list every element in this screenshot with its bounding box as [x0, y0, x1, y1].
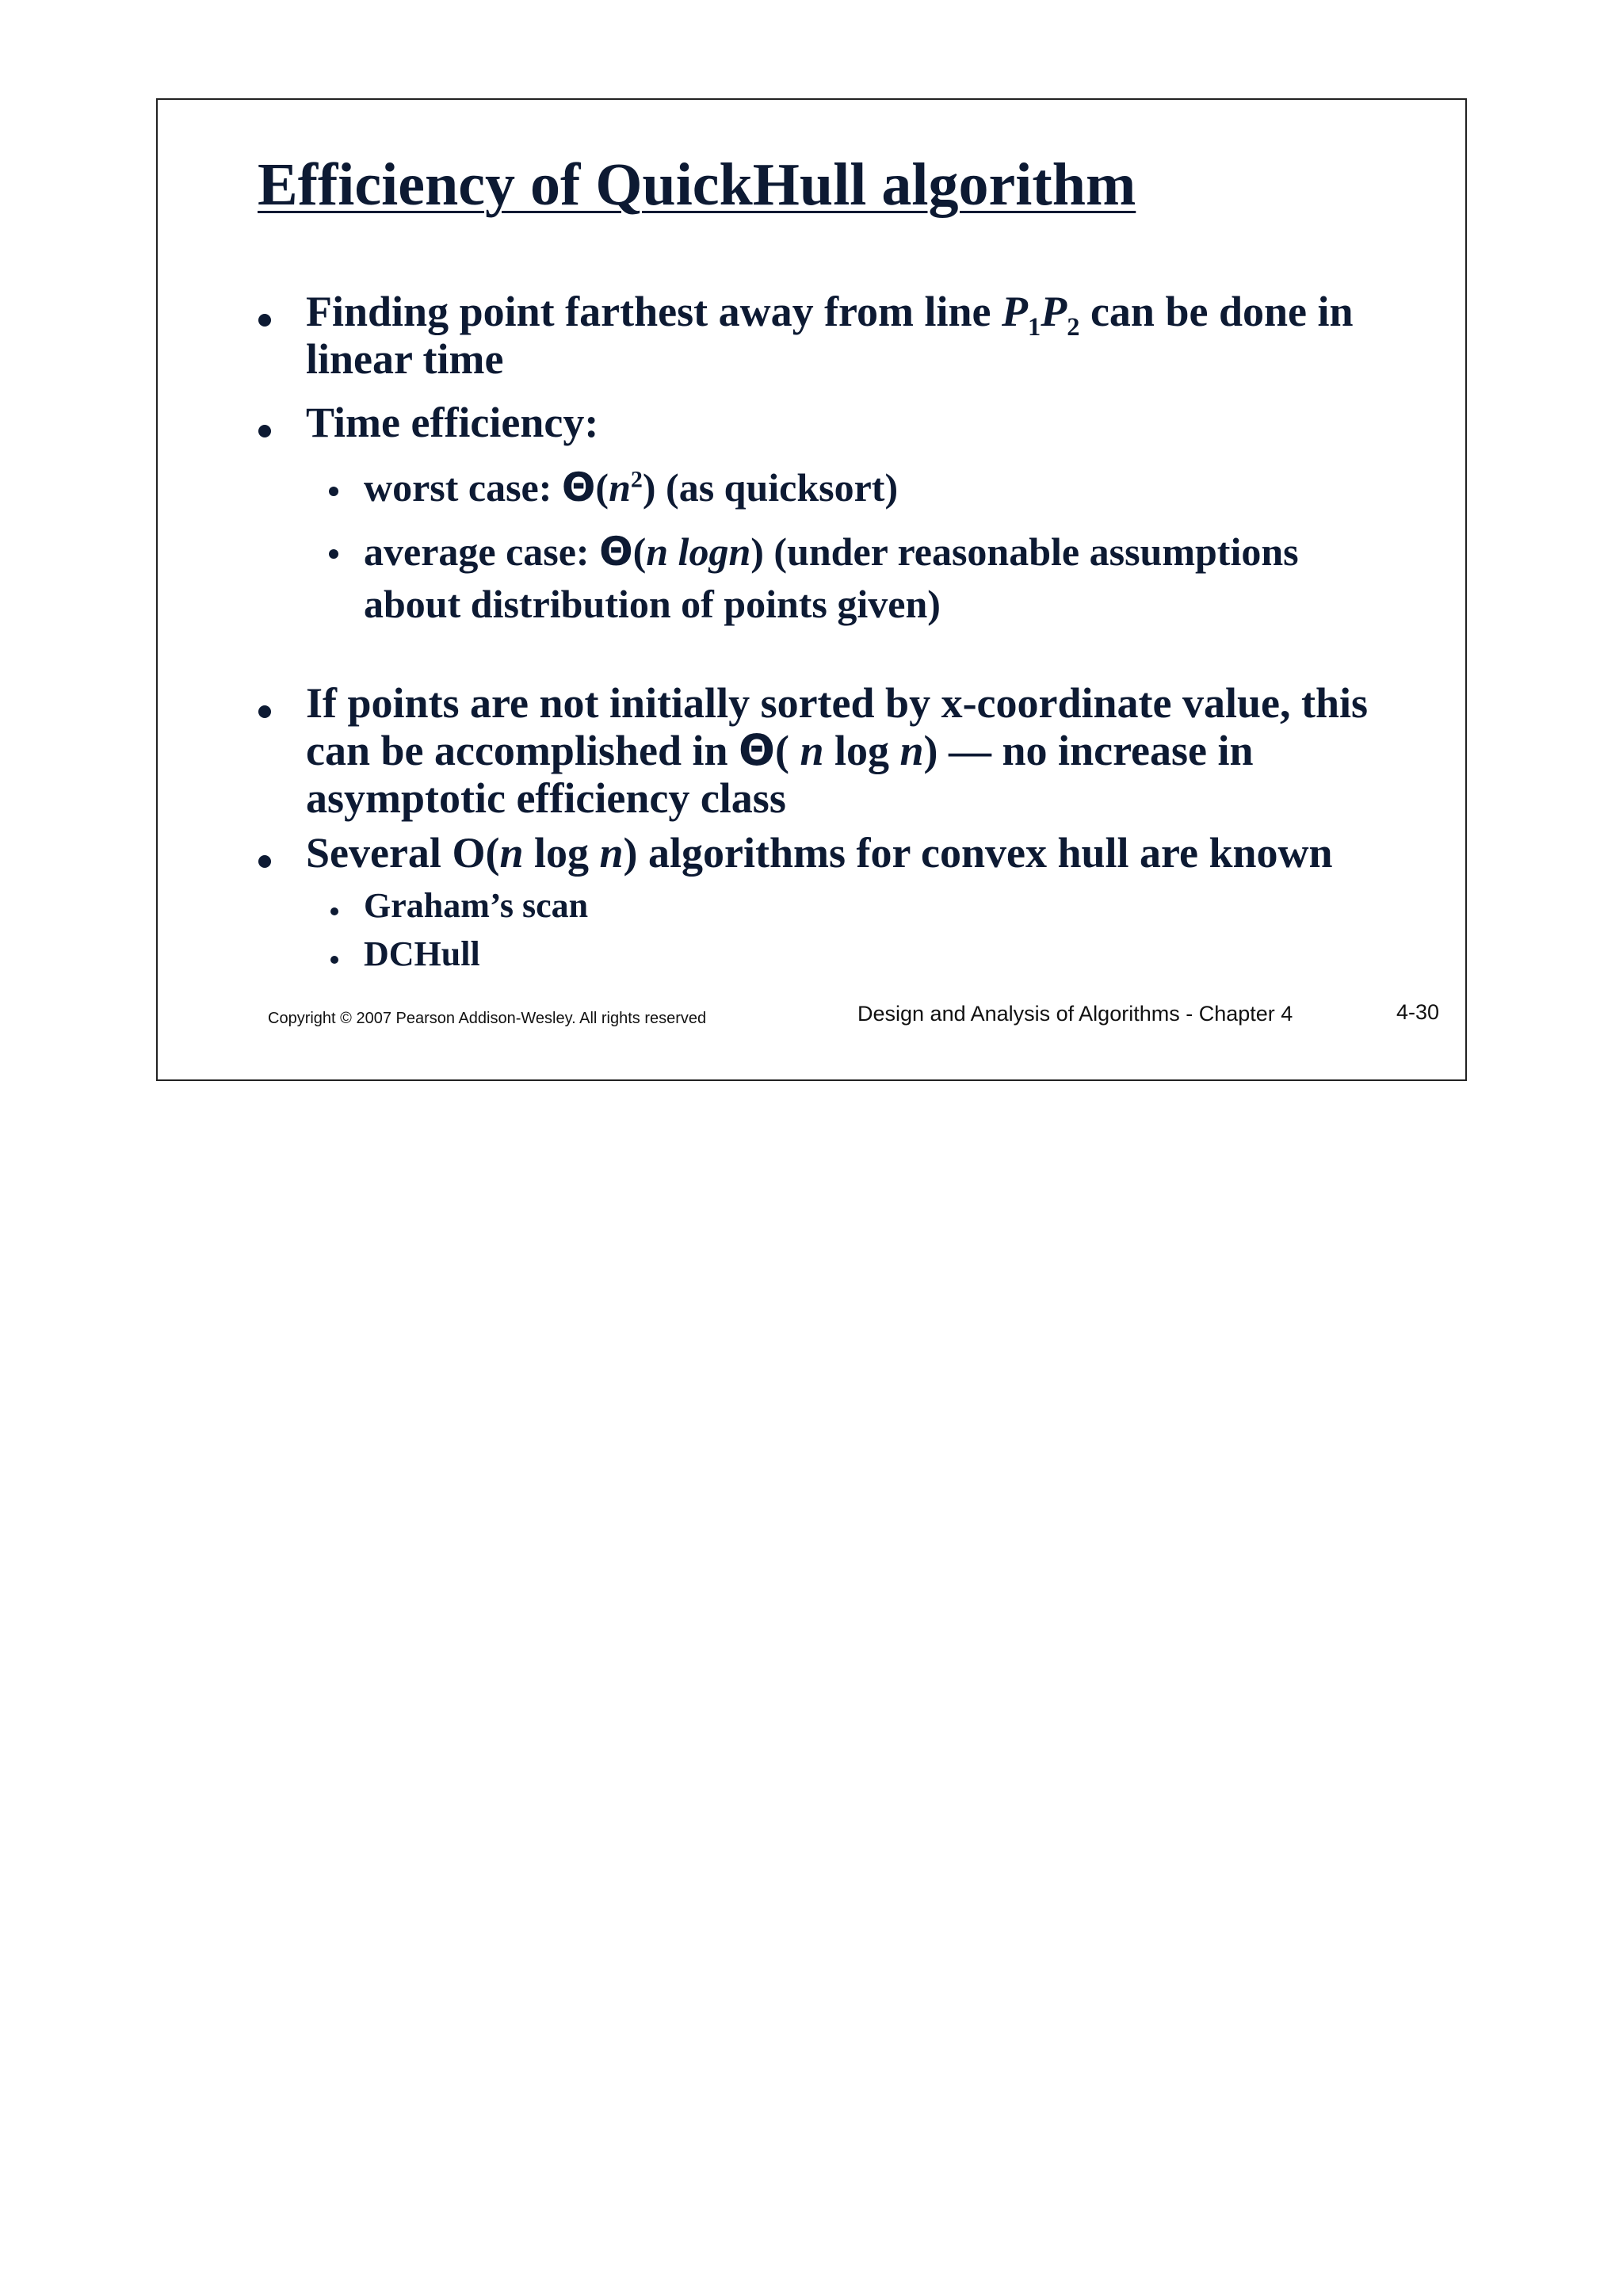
var-n: n — [609, 465, 631, 510]
bullet-farthest-point — [306, 288, 1431, 383]
bullet-dot — [258, 314, 271, 327]
bullet-text: ) — no increase in — [923, 727, 1254, 774]
theta-symbol: Θ — [599, 529, 633, 575]
list-item-dchull: DCHull — [364, 934, 480, 973]
bullet-text: asymptotic efficiency class — [306, 774, 786, 822]
sub-bullet-dot — [329, 487, 338, 496]
bullet-text: ) algorithms for convex hull are known — [623, 829, 1333, 877]
sub-bullet-text: ) (as quicksort) — [642, 465, 899, 510]
sub-bullet-worst-case — [364, 463, 1449, 512]
theta-symbol: Θ — [561, 464, 596, 510]
sub-bullet-dot — [329, 549, 338, 559]
sub-bullet-text: worst case: — [364, 465, 562, 510]
footer-page-number: 4-30 — [1396, 1000, 1440, 1024]
var-n: n — [800, 727, 824, 774]
bullet-text: linear time — [306, 335, 504, 383]
bullet-text: Finding point farthest away from line — [306, 288, 1002, 335]
var-n: n — [899, 727, 924, 774]
footer-copyright: Copyright © 2007 Pearson Addison-Wesley. All rights reserved — [268, 1010, 707, 1027]
slide — [156, 98, 1467, 1081]
bullet-sorting — [306, 679, 1431, 822]
sub-bullet-text: ) (under reasonable assumptions — [750, 529, 1299, 574]
bullet-dot — [258, 705, 271, 718]
var-n: n — [599, 829, 624, 877]
bullet-text: can be accomplished in — [306, 727, 739, 774]
slide-title: Efficiency of QuickHull algorithm — [258, 151, 1136, 218]
list-item-grahams-scan: Graham’s scan — [364, 886, 589, 925]
point-p2: P — [1041, 288, 1067, 335]
paren: ( — [632, 529, 647, 574]
superscript-2: 2 — [630, 466, 643, 493]
sub-bullet-dot — [330, 956, 338, 964]
var-nlogn: n logn — [646, 529, 751, 574]
subscript-1: 1 — [1028, 312, 1041, 342]
subscript-2: 2 — [1067, 312, 1080, 342]
bullet-text: can be done in — [1079, 288, 1354, 335]
sub-bullet-dot — [330, 907, 338, 915]
sub-bullet-text: average case: — [364, 529, 600, 574]
theta-symbol: Θ — [739, 725, 775, 775]
bullet-text: If points are not initially sorted by x-coordinate value, this — [306, 679, 1369, 727]
bullet-dot — [258, 855, 271, 868]
bullet-dot — [258, 425, 271, 437]
paren: ( — [774, 727, 800, 774]
var-n: n — [499, 829, 524, 877]
paren: ( — [595, 465, 609, 510]
bullet-text: Several O( — [306, 829, 500, 877]
sub-bullet-average-case — [364, 525, 1449, 630]
log-text: log — [823, 727, 900, 774]
log-text: log — [523, 829, 600, 877]
point-p1: P — [1002, 288, 1029, 335]
footer-course-title: Design and Analysis of Algorithms - Chapter 4 — [857, 1002, 1293, 1026]
sub-bullet-text: about distribution of points given) — [364, 582, 941, 626]
bullet-several-algorithms — [306, 829, 1431, 877]
bullet-time-efficiency: Time efficiency: — [306, 399, 599, 446]
